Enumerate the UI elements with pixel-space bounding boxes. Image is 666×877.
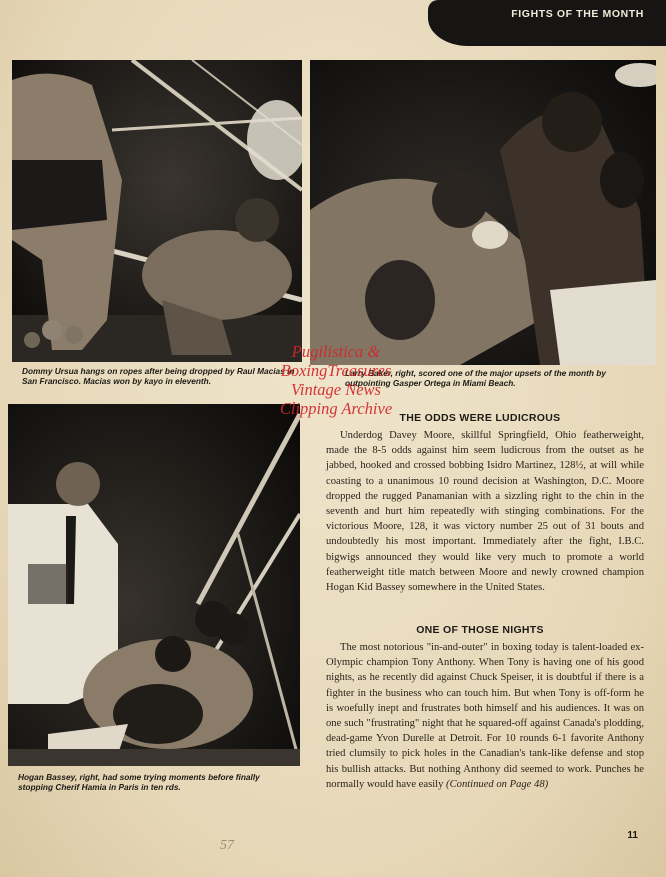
photo-ursua-image — [12, 60, 302, 362]
caption-baker-ortega: Larry Baker, right, scored one of the major upsets of the month by outpointing Gasper Ortega in Miami Beach. — [345, 368, 606, 388]
archive-watermark: Pugilistica & BoxingTreasures Vintage News Clipping Archive — [279, 342, 393, 418]
photo-bassey-image — [8, 404, 300, 766]
header-banner — [428, 0, 666, 46]
caption-bassey-hamia: Hogan Bassey, right, had some trying moments before finally stopping Cherif Hamia in Paris in ten rds. — [18, 772, 260, 792]
page-number: 11 — [627, 830, 638, 841]
pencil-mark: 57 — [220, 838, 234, 853]
header-title: FIGHTS OF THE MONTH — [511, 8, 644, 20]
photo-baker-ortega — [310, 60, 656, 365]
article-heading-odds: THE ODDS WERE LUDICROUS — [399, 412, 561, 424]
photo-bassey-hamia — [8, 404, 300, 766]
article-body-odds: Underdog Davey Moore, skillful Springfield, Ohio featherweight, made the 8-5 odds against him seem ludicrous from the outset as he jabbed, hooked and crossed bobbing Isidro Martinez, 128½, at will while coasting to a unanimous 10 round decision at Washington, D.C. Moore dropped the rugged Panamanian with a sizzling right to the chin in the seventh and hurt him repeatedly with stinging combinations. For the victorious Moore, 128, it was victory number 25 out of 31 bouts and undoubtedly his most important. Immediately after the fight, I.B.C. bigwigs announced they would like very much to promote a world featherweight title match between Moore and newly crowned champion Hogan Kid Bassey somewhere in the United States. — [326, 430, 644, 594]
photo-baker-image — [310, 60, 656, 365]
continued-link[interactable]: (Continued on Page 48) — [446, 778, 549, 790]
photo-ursua-macias — [12, 60, 302, 362]
article-heading-nights: ONE OF THOSE NIGHTS — [416, 624, 544, 636]
caption-ursua-macias: Dommy Ursua hangs on ropes after being dropped by Raul Macias in San Francisco. Macias won by kayo in eleventh. — [22, 366, 295, 386]
article-body-nights — [326, 640, 644, 792]
article-body-nights-text: The most notorious "in-and-outer" in boxing today is talent-loaded ex-Olympic champion Tony Anthony. When Tony is having one of his good nights, as he recently did against Chuck Speiser, it is doubtful if there is a fighter in the business who can touch him. But when Tony is off-form he is woefully inept and frustrates both himself and his audiences. It was on one such "frustrating" night that he squared-off against Canada's plodding, dead-game Yvon Durelle at Detroit. For 10 rounds 6-1 favorite Anthony tried clumsily to pick holes in the Canadian's tank-like defense and stop his bullish attacks. But nothing Anthony did seemed to work. Punches he normally would have easily — [326, 642, 644, 790]
